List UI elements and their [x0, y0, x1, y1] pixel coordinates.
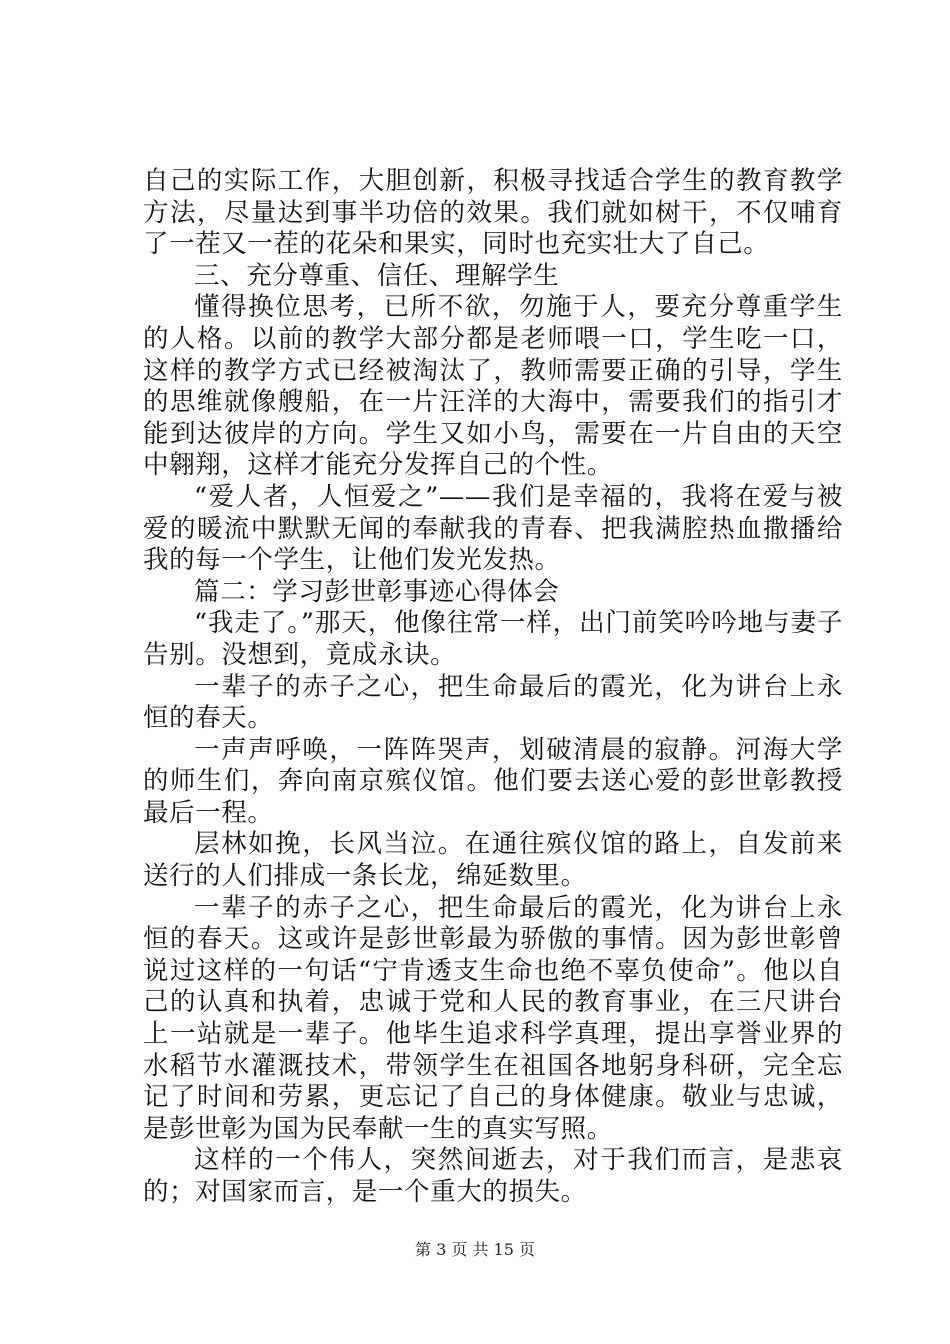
paragraph-3: 懂得换位思考，已所不欲，勿施于人，要充分尊重学生的人格。以前的教学大部分都是老师喂一口，学生吃一口，这样的教学方式已经被淘汰了，教师需要正确的引导，学生的思维就像艘船，在一片汪洋的大海中，需要我们的指引才能到达彼岸的方向。学生又如小鸟，需要在一片自由的天空中翱翔，这样才能充分发挥自己的个性。 — [143, 292, 843, 481]
article-title-2: 篇二：学习彭世彰事迹心得体会 — [194, 576, 560, 607]
document-body — [143, 166, 843, 1209]
paragraph-1: 自己的实际工作，大胆创新，积极寻找适合学生的教育教学方法，尽量达到事半功倍的效果。我们就如树干，不仅哺育了一茬又一茬的花朵和果实，同时也充实壮大了自己。 — [143, 166, 843, 260]
section-heading-3: 三、充分尊重、信任、理解学生 — [194, 260, 560, 291]
paragraph-4: “爱人者，人恒爱之”——我们是幸福的，我将在爱与被爱的暖流中默默无闻的奉献我的青春、把我满腔热血撒播给我的每一个学生，让他们发光发热。 — [143, 481, 843, 576]
paragraph-7: 一辈子的赤子之心，把生命最后的霞光，化为讲台上永恒的春天。 — [143, 671, 843, 734]
paragraph-10: 一辈子的赤子之心，把生命最后的霞光，化为讲台上永恒的春天。这或许是彭世彰最为骄傲的事情。因为彭世彰曾说过这样的一句话“宁肯透支生命也绝不辜负使命”。他以自己的认真和执着，忠诚于党和人民的教育事业，在三尺讲台上一站就是一辈子。他毕生追求科学真理，提出享誉业界的水稻节水灌溉技术，带领学生在祖国各地躬身科研，完全忘记了时间和劳累，更忘记了自己的身体健康。敬业与忠诚，是彭世彰为国为民奉献一生的真实写照。 — [143, 892, 843, 1144]
paragraph-11: 这样的一个伟人，突然间逝去，对于我们而言，是悲哀的；对国家而言，是一个重大的损失。 — [143, 1145, 843, 1207]
paragraph-6: “我走了。”那天，他像往常一样，出门前笑吟吟地与妻子告别。没想到，竟成永诀。 — [143, 608, 843, 670]
paragraph-9: 层林如挽，长风当泣。在通往殡仪馆的路上，自发前来送行的人们排成一条长龙，绵延数里。 — [143, 829, 843, 892]
paragraph-8: 一声声呼唤，一阵阵哭声，划破清晨的寂静。河海大学的师生们，奔向南京殡仪馆。他们要去送心爱的彭世彰教授最后一程。 — [143, 734, 843, 828]
page-number-footer: 第 3 页 共 15 页 — [415, 1240, 535, 1259]
